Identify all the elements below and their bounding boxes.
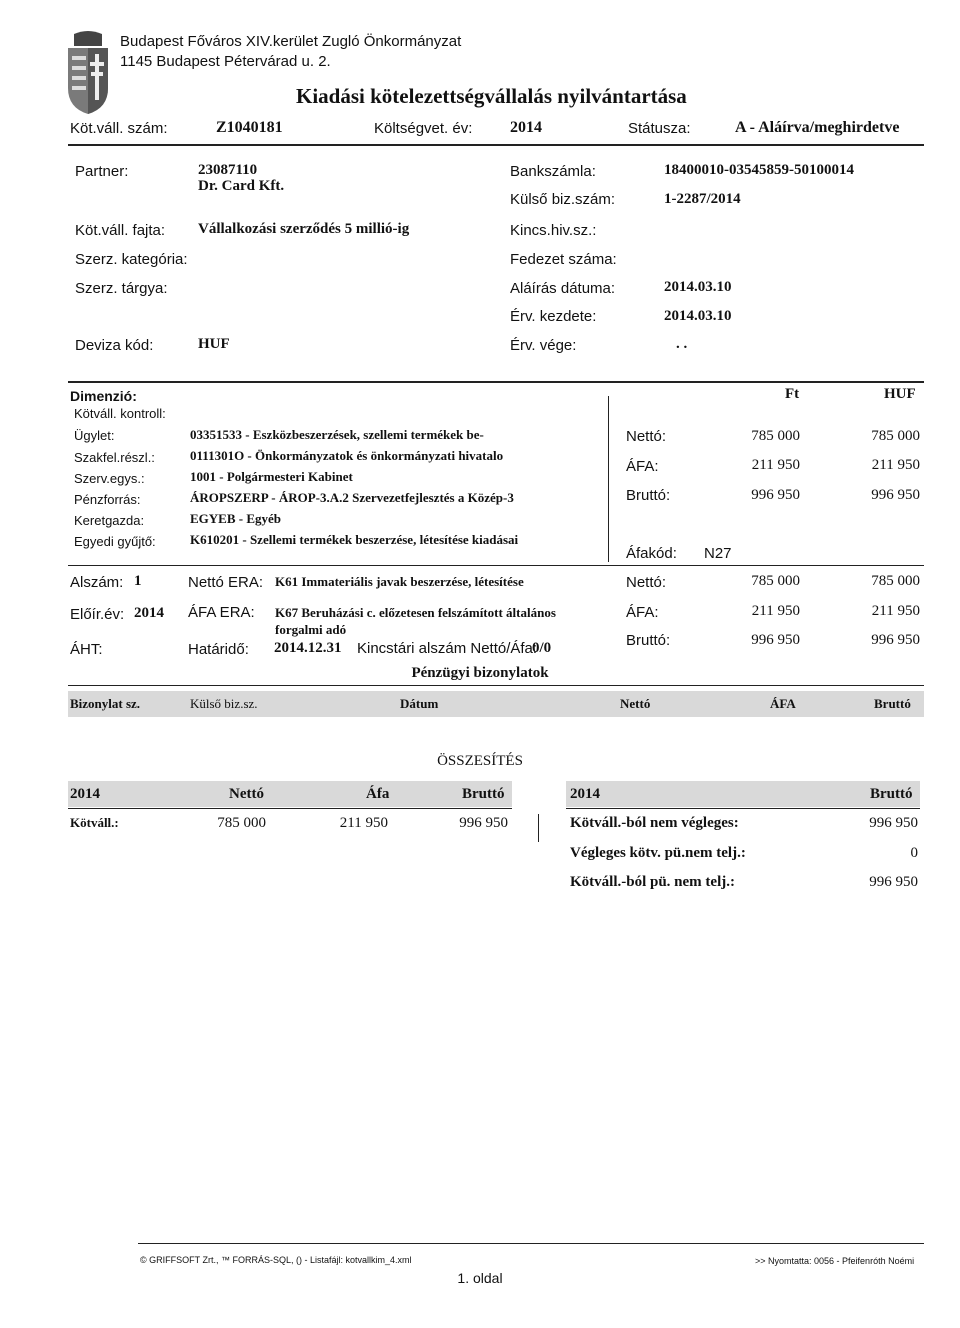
penzforras-label: Pénzforrás:	[74, 492, 141, 507]
szerv-label: Szerv.egys.:	[74, 471, 145, 486]
afa-era-value-2: forgalmi adó	[275, 622, 347, 637]
dim-afa-ft: 211 950	[751, 457, 800, 473]
ugylet-label: Ügylet:	[74, 428, 115, 443]
statusza-label: Státusza:	[628, 120, 691, 137]
org-name: Budapest Főváros XIV.kerület Zugló Önkormányzat	[120, 33, 462, 50]
alszam-afa-huf: 211 950	[871, 603, 920, 619]
erv-kezdete-value: 2014.03.10	[664, 308, 732, 324]
alszam-brutto-label: Bruttó:	[626, 632, 671, 649]
dim-netto-ft: 785 000	[751, 428, 800, 444]
divider	[68, 685, 924, 686]
hatarido-label: Határidő:	[188, 641, 249, 658]
col-huf-header: HUF	[884, 386, 916, 402]
dim-brutto-ft: 996 950	[751, 487, 800, 503]
szakfel-value: 0111301O - Önkormányzatok és önkormányzati hivatalo	[190, 448, 504, 463]
dim-netto-label: Nettó:	[626, 428, 667, 445]
erv-vege-label: Érv. vége:	[510, 337, 577, 354]
col-afa: ÁFA	[770, 696, 796, 711]
right-row-value: 0	[910, 845, 918, 861]
osszesites-right-header	[566, 781, 920, 807]
dim-netto-huf: 785 000	[871, 428, 920, 444]
kincstari-value: 0/0	[532, 640, 552, 656]
divider	[68, 144, 924, 146]
right-row-label: Kötváll.-ból nem végleges:	[570, 815, 739, 831]
kategoria-label: Szerz. kategória:	[75, 251, 188, 268]
divider	[68, 808, 512, 809]
netto-era-label: Nettó ERA:	[188, 574, 264, 591]
col-brutto: Bruttó	[874, 696, 911, 711]
partner-code: 23087110	[198, 162, 258, 178]
targya-label: Szerz. tárgya:	[75, 280, 168, 297]
left-row-netto: 785 000	[217, 815, 266, 831]
divider	[566, 808, 920, 809]
bankszamla-label: Bankszámla:	[510, 163, 596, 180]
bizonylatok-title: Pénzügyi bizonylatok	[411, 665, 549, 681]
page-title: Kiadási kötelezettségvállalás nyilvántartása	[296, 84, 687, 108]
alszam-brutto-ft: 996 950	[751, 632, 800, 648]
fajta-value: Vállalkozási szerződés 5 millió-ig	[198, 221, 410, 237]
keretgazda-value: EGYEB - Egyéb	[190, 511, 282, 526]
fajta-label: Köt.váll. fajta:	[75, 222, 166, 239]
right-row-value: 996 950	[869, 815, 918, 831]
left-header-year: 2014	[70, 786, 100, 802]
alszam-afa-ft: 211 950	[751, 603, 800, 619]
koltsegvet-ev-value: 2014	[510, 119, 542, 136]
col-ft-header: Ft	[785, 386, 800, 402]
footer-printed-by: >> Nyomtatta: 0056 - Pfeifenróth Noémi	[755, 1256, 915, 1266]
org-address: 1145 Budapest Pétervárad u. 2.	[120, 53, 331, 70]
alszam-value: 1	[134, 573, 142, 589]
kulso-biz-label: Külső biz.szám:	[510, 191, 616, 208]
divider	[138, 1243, 924, 1244]
alszam-netto-ft: 785 000	[751, 573, 800, 589]
dim-afa-huf: 211 950	[871, 457, 920, 473]
kulso-biz-value: 1-2287/2014	[664, 191, 741, 207]
left-header-afa: Áfa	[366, 786, 390, 802]
erv-kezdete-label: Érv. kezdete:	[510, 308, 597, 325]
penzforras-value: ÁROPSZERP - ÁROP-3.A.2 Szervezetfejlesztés a Közép-3	[190, 490, 514, 505]
right-header-year: 2014	[570, 786, 600, 802]
erv-vege-value: . .	[676, 336, 688, 352]
footer-copyright: © GRIFFSOFT Zrt., ™ FORRÁS-SQL, () - Listafájl: kotvallkim_4.xml	[140, 1255, 412, 1265]
partner-label: Partner:	[75, 163, 129, 180]
netto-era-value: K61 Immateriális javak beszerzése, létesítése	[275, 574, 524, 589]
alairas-value: 2014.03.10	[664, 279, 732, 295]
vertical-divider	[538, 814, 539, 842]
alszam-brutto-huf: 996 950	[871, 632, 920, 648]
dimenzio-title: Dimenzió:	[70, 388, 137, 404]
kincs-label: Kincs.hiv.sz.:	[510, 222, 597, 239]
aht-label: ÁHT:	[70, 641, 103, 658]
afa-era-value-1: K67 Beruházási c. előzetesen felszámított általános	[275, 605, 556, 620]
szakfel-label: Szakfel.részl.:	[74, 450, 155, 465]
right-row-label: Végleges kötv. pü.nem telj.:	[570, 845, 746, 861]
left-header-netto: Nettó	[229, 786, 264, 802]
egyedi-gyujto-value: K610201 - Szellemi termékek beszerzése, létesítése kiadásai	[190, 532, 519, 547]
eloir-label: Előír.év:	[70, 606, 125, 623]
koltsegvet-ev-label: Költségvet. év:	[374, 120, 473, 137]
egyedi-gyujto-label: Egyedi gyűjtő:	[74, 534, 156, 549]
alszam-afa-label: ÁFA:	[626, 604, 659, 621]
hatarido-value: 2014.12.31	[274, 640, 342, 656]
vertical-divider	[608, 396, 609, 562]
right-header-brutto: Bruttó	[870, 786, 913, 802]
left-row-label: Kötváll.:	[70, 815, 119, 830]
alszam-netto-huf: 785 000	[871, 573, 920, 589]
osszesites-left-header	[68, 781, 512, 807]
deviza-value: HUF	[198, 336, 230, 352]
alairas-label: Aláírás dátuma:	[510, 280, 616, 297]
page-number: 1. oldal	[457, 1270, 503, 1286]
dim-brutto-huf: 996 950	[871, 487, 920, 503]
alszam-label: Alszám:	[70, 574, 124, 591]
afakod-label: Áfakód:	[626, 545, 677, 562]
afakod-value: N27	[704, 545, 732, 562]
col-kulso-biz-sz: Külső biz.sz.	[190, 696, 258, 711]
left-row-brutto: 996 950	[459, 815, 508, 831]
dim-afa-label: ÁFA:	[626, 458, 659, 475]
partner-name: Dr. Card Kft.	[198, 178, 285, 194]
coat-of-arms-icon	[60, 30, 116, 116]
fedezet-label: Fedezet száma:	[510, 251, 617, 268]
statusza-value: A - Aláírva/meghirdetve	[735, 119, 900, 136]
alszam-netto-label: Nettó:	[626, 574, 667, 591]
left-header-brutto: Bruttó	[462, 786, 505, 802]
eloir-value: 2014	[134, 605, 164, 621]
szerv-value: 1001 - Polgármesteri Kabinet	[190, 469, 353, 484]
kot-vall-szam-value: Z1040181	[216, 119, 283, 136]
right-row-value: 996 950	[869, 874, 918, 890]
afa-era-label: ÁFA ERA:	[188, 604, 255, 621]
keretgazda-label: Keretgazda:	[74, 513, 145, 528]
divider	[68, 381, 924, 383]
ugylet-value: 03351533 - Eszközbeszerzések, szellemi termékek be-	[190, 427, 484, 442]
col-bizonylat-sz: Bizonylat sz.	[70, 696, 141, 711]
col-datum: Dátum	[400, 696, 439, 711]
dim-brutto-label: Bruttó:	[626, 487, 671, 504]
left-row-afa: 211 950	[339, 815, 388, 831]
right-row-label: Kötváll.-ból pü. nem telj.:	[570, 874, 735, 890]
deviza-label: Deviza kód:	[75, 337, 154, 354]
col-netto: Nettó	[620, 696, 651, 711]
kot-vall-szam-label: Köt.váll. szám:	[70, 120, 168, 137]
osszesites-title: ÖSSZESÍTÉS	[437, 753, 523, 769]
kincstari-label: Kincstári alszám Nettó/Áfa:	[357, 640, 538, 657]
divider	[68, 565, 924, 566]
bankszamla-value: 18400010-03545859-50100014	[664, 162, 854, 178]
kontroll-label: Kötváll. kontroll:	[74, 406, 166, 421]
